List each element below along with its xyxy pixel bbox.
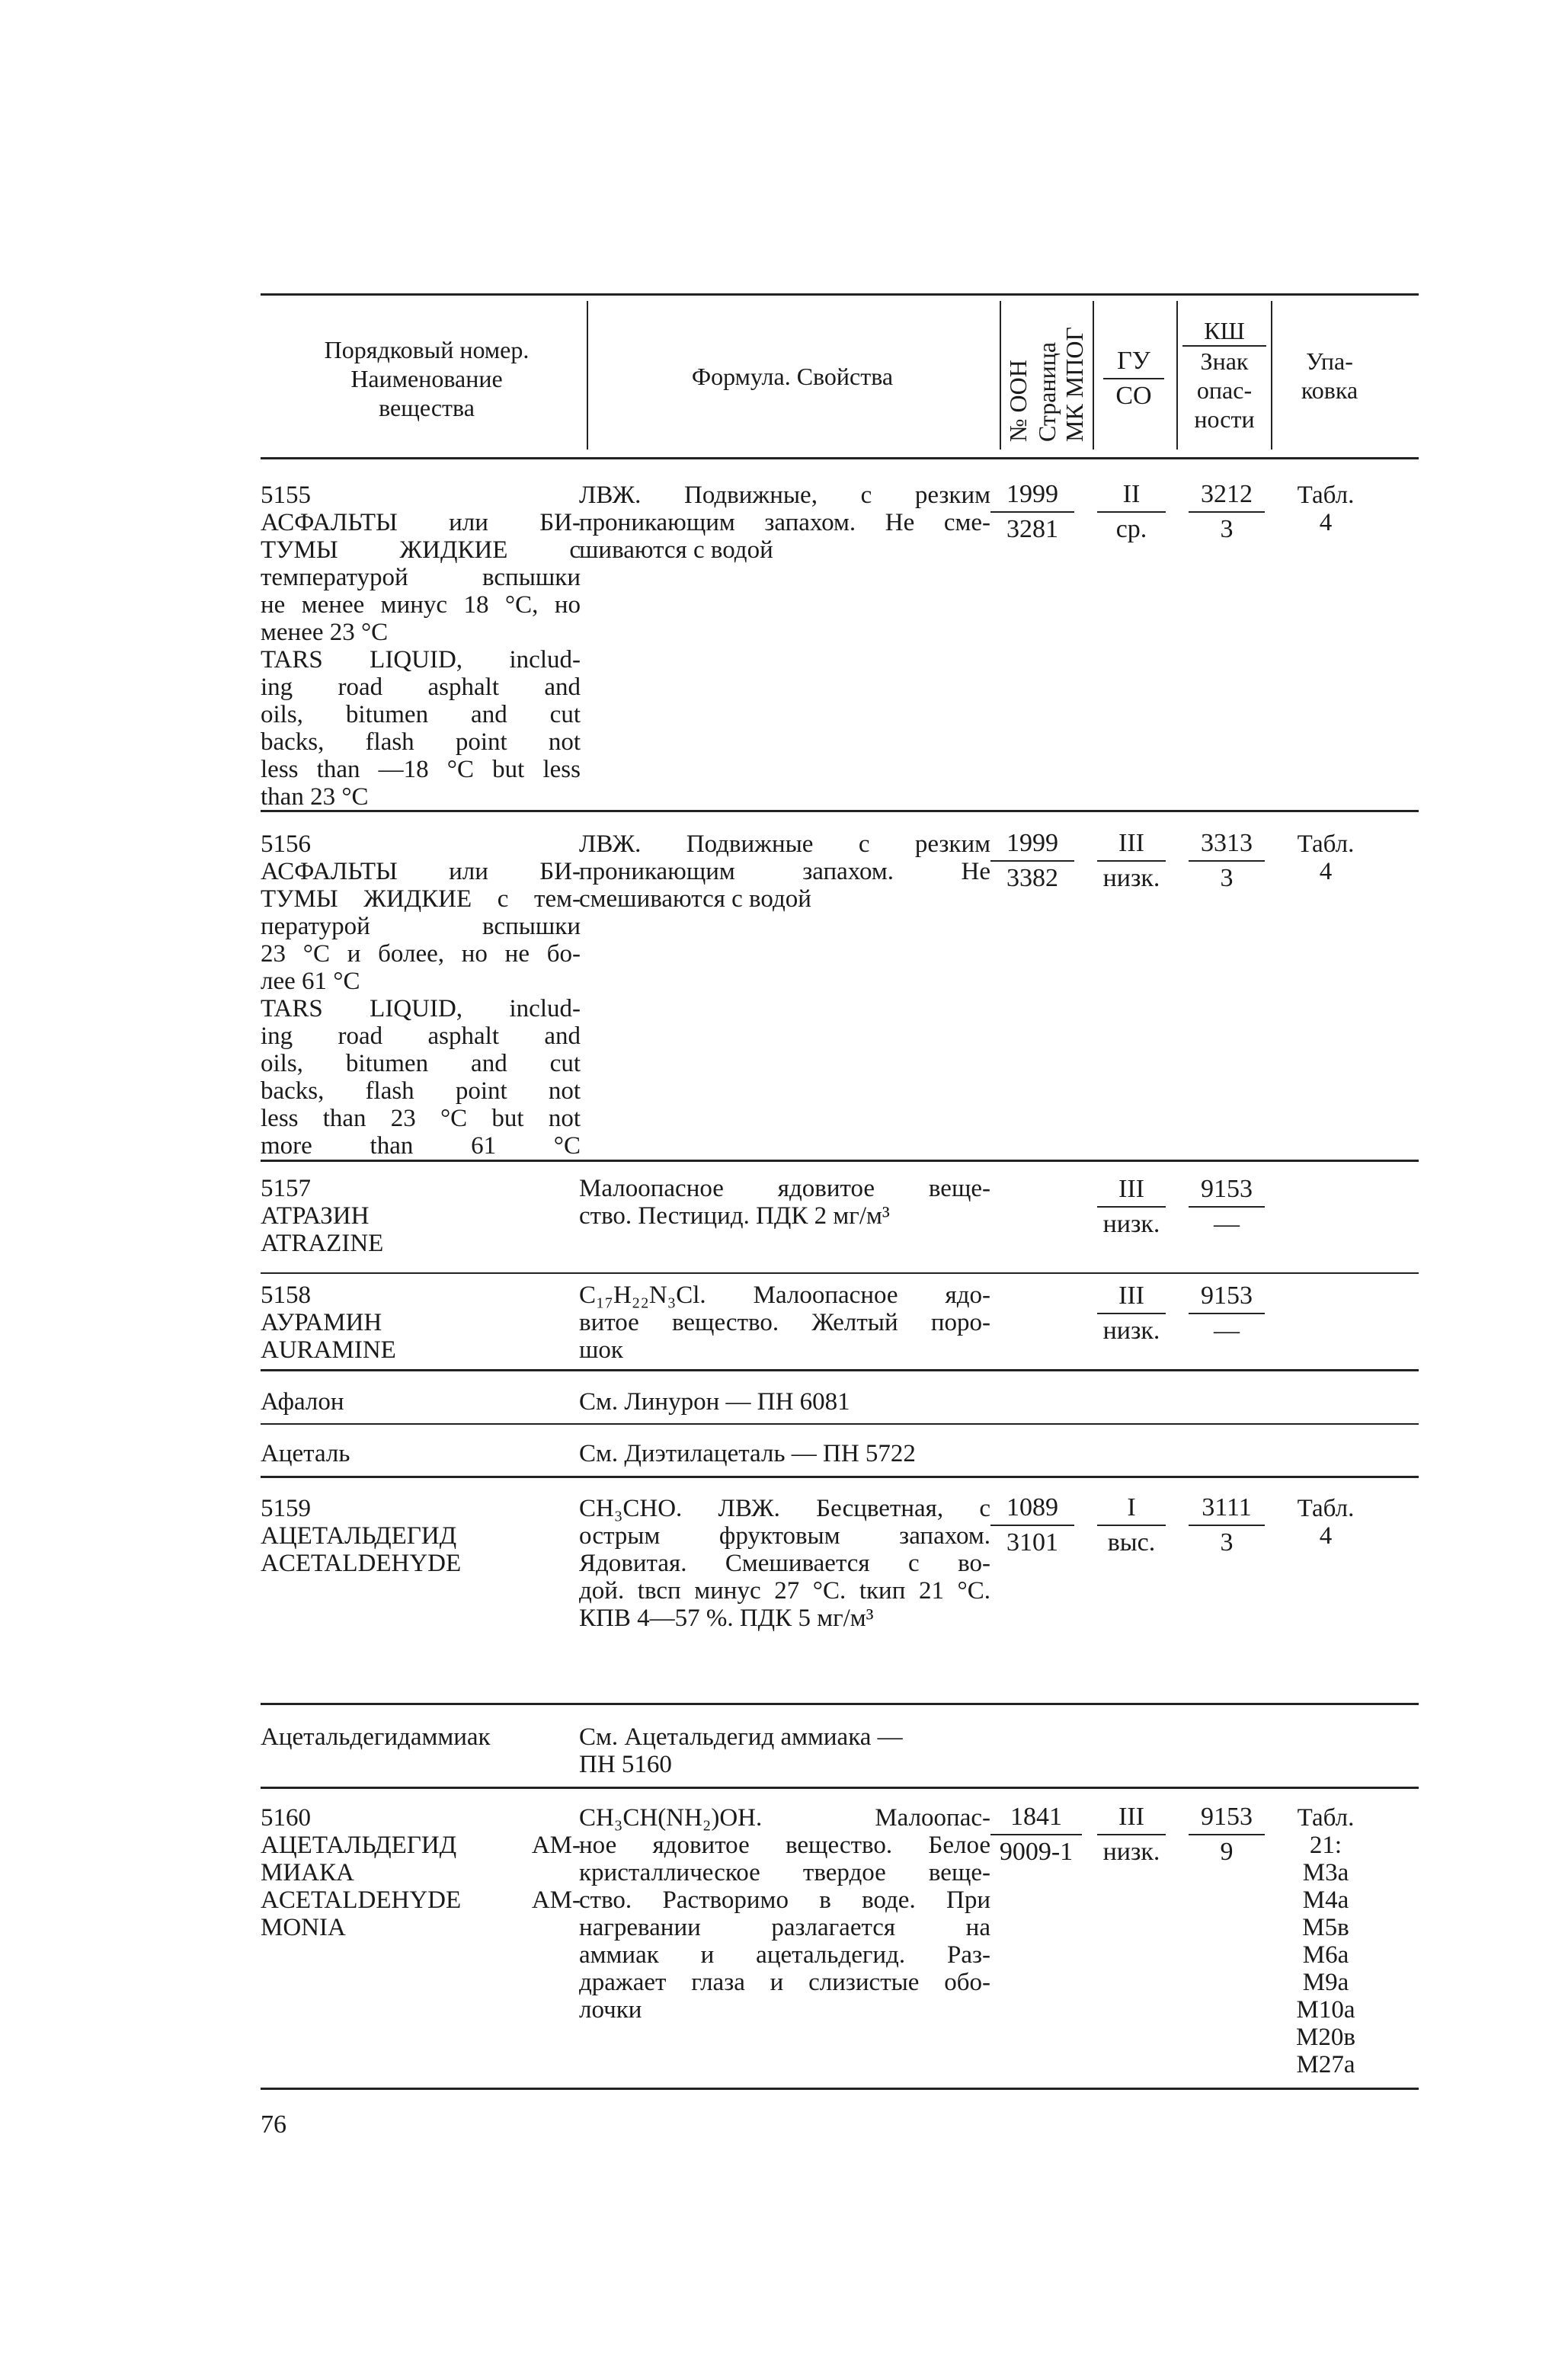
header-top-rule — [261, 293, 1419, 296]
entry-5159-desc: CH₃CHO. ЛВЖ. Бесцветная, с острым фруктовым запахом. Ядовитая. Смешивается с во- дой. tвсп минус 27 °С. tкип 21 °С. КПВ 4—57 %. ПДК 5 мг/м³ — [579, 1495, 990, 1632]
entry-5158-gu: III низк. — [1097, 1281, 1166, 1345]
header-name-col: Порядковый номер. Наименование вещества — [324, 336, 530, 421]
header-divider — [1176, 301, 1178, 450]
entry-5158-desc: C₁₇H₂₂N₃Cl. Малоопасное ядо- витое вещество. Желтый поро- шок — [579, 1281, 990, 1364]
row-rule — [261, 1369, 1419, 1371]
page-number: 76 — [261, 2110, 286, 2139]
header-bottom-rule — [261, 457, 1419, 459]
header-formula-col: Формула. Свойства — [691, 363, 894, 390]
header-divider — [1271, 301, 1272, 450]
ref-acetaldehydammiak-name: Ацетальдегидаммиак — [261, 1723, 491, 1751]
entry-5156-desc: ЛВЖ. Подвижные с резким проникающим запахом. Не смешиваются с водой — [579, 830, 990, 913]
ref-acetaldehydammiak-text: См. Ацетальдегид аммиака — ПН 5160 — [579, 1723, 903, 1778]
entry-5159-ksh: $\frac{3111}{3}$ — [1189, 1493, 1265, 1557]
ref-acetal-text: См. Диэтилацеталь — ПН 5722 — [579, 1440, 916, 1467]
header-page-col: Страница — [1033, 341, 1061, 442]
entry-5159-un: $\frac{1089}{3101}$ — [990, 1493, 1074, 1557]
entry-5157-gu: III низк. — [1097, 1175, 1166, 1239]
entry-5160-name: 5160 АЦЕТАЛЬДЕГИД АМ- МИАКА ACETALDEHYDE AM- MONIA — [261, 1804, 581, 1941]
entry-5156-un: $\frac{1999}{3382}$ — [990, 829, 1074, 893]
entry-5160-ksh: $\frac{9153}{9}$ — [1189, 1803, 1265, 1867]
entry-5155-ksh: $\frac{3212}{3}$ — [1189, 480, 1265, 544]
entry-5156-name: 5156 АСФАЛЬТЫ или БИ- ТУМЫ ЖИДКИЕ с тем- пературой вспышки 23 °С и более, но не бо- лее 61 °С TARS LIQUID, includ- ing road asphalt and oils, bitumen and cut backs, flash point not less than 23 °С but not more than 61 °С — [261, 830, 581, 1160]
header-divider — [1093, 301, 1094, 450]
row-rule — [261, 1476, 1419, 1478]
entry-5155-name: 5155 АСФАЛЬТЫ или БИ- ТУМЫ ЖИДКИЕ с температурой вспышки не менее минус 18 °С, но менее 23 °С TARS LIQUID, includ- ing road asphalt and oils, bitumen and cut backs, flash point not less than —18 °С but less than 23 °С — [261, 482, 581, 811]
row-rule — [261, 1787, 1419, 1789]
header-mk-col: МК МПОГ — [1061, 327, 1088, 442]
entry-5159-name: 5159 АЦЕТАЛЬДЕГИД ACETALDEHYDE — [261, 1495, 462, 1577]
header-divider — [587, 301, 588, 450]
entry-5157-desc: Малоопасное ядовитое веще- ство. Пестицид. ПДК 2 мг/м³ — [579, 1175, 990, 1230]
ref-acetal-name: Ацеталь — [261, 1440, 350, 1467]
row-rule — [261, 1272, 1419, 1274]
row-rule — [261, 1423, 1419, 1425]
entry-5157-name: 5157 АТРАЗИН ATRAZINE — [261, 1175, 384, 1257]
entry-5155-un: $\frac{1999}{3281}$ — [990, 480, 1074, 544]
row-rule — [261, 810, 1419, 812]
ref-afalon-name: Афалон — [261, 1388, 344, 1416]
entry-5155-gu: II ср. — [1097, 480, 1166, 544]
entry-5160-pack: Табл. 21: М3а М4а М5в М6а М9а М10а М20в М27а — [1296, 1804, 1355, 2078]
entry-5159-pack: Табл. 4 — [1297, 1495, 1355, 1550]
ref-afalon-text: См. Линурон — ПН 6081 — [579, 1388, 850, 1416]
entry-5160-gu: III низк. — [1097, 1803, 1166, 1867]
entry-5158-name: 5158 АУРАМИН AURAMINE — [261, 1281, 396, 1364]
entry-5156-gu: III низк. — [1097, 829, 1166, 893]
entry-5160-desc: CH₃CH(NH₂)OH. Малоопас- ное ядовитое вещество. Белое кристаллическое твердое веще- ство. Растворимо в воде. При нагревании разлагается на аммиак и ацетальдегид. Раз- дражает глаза и слизистые обо- лочки — [579, 1804, 990, 2024]
header-pack-col: Упа- ковка — [1301, 347, 1358, 404]
header-ksh-col: КШ Знак опас- ности — [1182, 316, 1266, 434]
entry-5158-ksh: 9153 — — [1189, 1281, 1265, 1345]
entry-5159-gu: I выс. — [1097, 1493, 1166, 1557]
entry-5156-pack: Табл. 4 — [1297, 830, 1355, 885]
header-gu-co: ГУ СО — [1103, 347, 1164, 411]
entry-5155-pack: Табл. 4 — [1297, 482, 1355, 536]
table-bottom-rule — [261, 2088, 1419, 2090]
entry-5155-desc: ЛВЖ. Подвижные, с резким проникающим запахом. Не сме- шиваются с водой — [579, 482, 990, 564]
entry-5156-ksh: $\frac{3313}{3}$ — [1189, 829, 1265, 893]
row-rule — [261, 1160, 1419, 1162]
row-rule — [261, 1703, 1419, 1705]
entry-5160-un: $\frac{1841}{9009-1}$ — [990, 1803, 1082, 1867]
header-un-col: № ООН — [1004, 360, 1032, 442]
header-divider — [1000, 301, 1001, 450]
entry-5157-ksh: 9153 — — [1189, 1175, 1265, 1239]
